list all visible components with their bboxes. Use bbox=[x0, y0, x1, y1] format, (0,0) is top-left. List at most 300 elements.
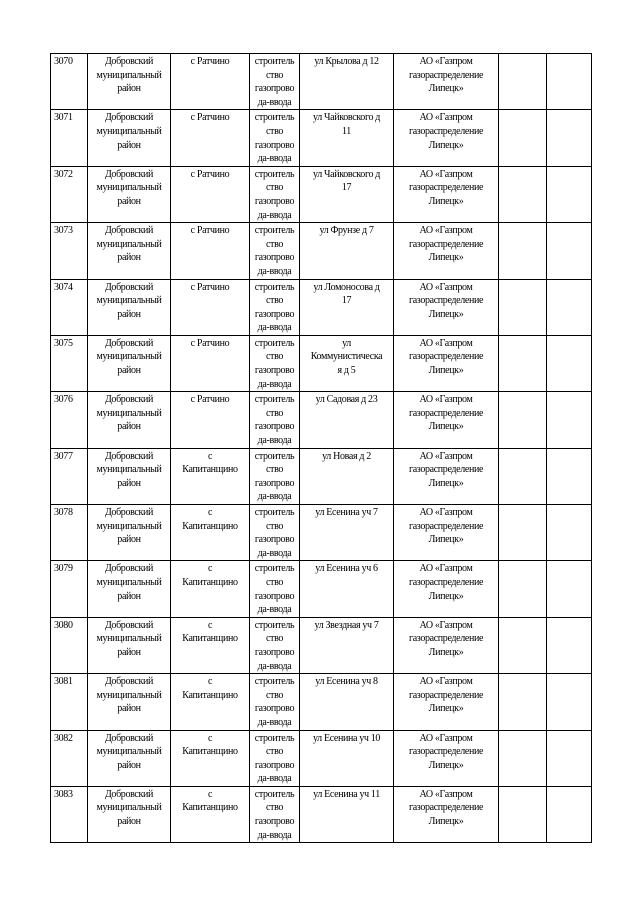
district-line: муниципальный bbox=[96, 407, 162, 419]
locality-cell bbox=[171, 392, 250, 448]
organization-line: газораспределение bbox=[408, 182, 484, 194]
work-type-cell bbox=[250, 674, 300, 730]
row-number-cell bbox=[51, 110, 88, 166]
district-line: Добровский bbox=[104, 563, 154, 575]
district-cell bbox=[88, 223, 171, 279]
locality-cell bbox=[171, 674, 250, 730]
organization-line: АО «Газпром bbox=[419, 337, 473, 349]
work-type-line: да-ввода bbox=[257, 547, 292, 559]
organization-cell bbox=[394, 335, 499, 391]
organization-cell bbox=[394, 54, 499, 110]
work-type-line: да-ввода bbox=[257, 716, 292, 728]
work-type-line: строитель bbox=[254, 450, 295, 462]
work-type-line: газопрово bbox=[254, 83, 295, 95]
address-line: ул Ломоносова д bbox=[313, 281, 380, 293]
district-line: Добровский bbox=[104, 788, 154, 800]
district-cell bbox=[88, 786, 171, 842]
work-type-line: да-ввода bbox=[257, 660, 292, 672]
district-line: муниципальный bbox=[96, 351, 162, 363]
organization-line: АО «Газпром bbox=[419, 168, 473, 180]
organization-line: газораспределение bbox=[408, 238, 484, 250]
address-cell bbox=[300, 505, 394, 561]
work-type-line: да-ввода bbox=[257, 378, 292, 390]
work-type-cell bbox=[250, 54, 300, 110]
work-type-cell bbox=[250, 110, 300, 166]
locality-line: с Ратчино bbox=[190, 56, 230, 67]
work-type-cell bbox=[250, 561, 300, 617]
table-row bbox=[51, 617, 592, 673]
district-line: муниципальный bbox=[96, 520, 162, 532]
organization-line: Липецк» bbox=[428, 534, 464, 546]
work-type-line: газопрово bbox=[254, 477, 295, 489]
organization-line: АО «Газпром bbox=[419, 563, 473, 575]
organization-line: газораспределение bbox=[408, 407, 484, 419]
district-line: район bbox=[117, 646, 141, 658]
locality-cell bbox=[171, 730, 250, 786]
table-row bbox=[51, 448, 592, 504]
table-row bbox=[51, 335, 592, 391]
work-type-line: да-ввода bbox=[257, 435, 292, 447]
address-cell bbox=[300, 54, 394, 110]
row-number-cell bbox=[51, 166, 88, 222]
locality-cell bbox=[171, 617, 250, 673]
work-type-line: да-ввода bbox=[257, 773, 292, 785]
district-line: Добровский bbox=[104, 619, 154, 631]
work-type-line: ство bbox=[265, 520, 284, 532]
locality-line: с bbox=[207, 563, 213, 575]
address-line: ул Есенина уч 10 bbox=[312, 732, 381, 744]
organization-line: газораспределение bbox=[408, 351, 484, 363]
district-line: район bbox=[117, 534, 141, 546]
row-number-text: 3075 bbox=[54, 337, 73, 349]
organization-line: АО «Газпром bbox=[419, 507, 473, 518]
table-row bbox=[51, 561, 592, 617]
district-line: муниципальный bbox=[96, 69, 162, 81]
work-type-line: да-ввода bbox=[257, 96, 292, 108]
work-type-line: ство bbox=[265, 689, 284, 701]
work-type-line: газопрово bbox=[254, 365, 295, 377]
district-line: муниципальный bbox=[96, 464, 162, 476]
organization-line: Липецк» bbox=[428, 646, 464, 658]
district-line: район bbox=[117, 83, 141, 95]
work-type-cell bbox=[250, 166, 300, 222]
organization-line: Липецк» bbox=[428, 252, 464, 264]
organization-line: АО «Газпром bbox=[419, 281, 473, 293]
locality-line: Капитанщино bbox=[182, 802, 238, 814]
table-row bbox=[51, 223, 592, 279]
locality-cell bbox=[171, 223, 250, 279]
work-type-cell bbox=[250, 448, 300, 504]
address-line: ул Чайковского д bbox=[313, 168, 380, 180]
organization-line: газораспределение bbox=[408, 689, 484, 701]
work-type-line: строитель bbox=[254, 676, 295, 688]
row-number-cell bbox=[51, 505, 88, 561]
work-type-line: газопрово bbox=[254, 646, 295, 658]
locality-line: Капитанщино bbox=[182, 689, 238, 701]
district-cell bbox=[88, 730, 171, 786]
empty-cell bbox=[499, 335, 547, 391]
work-type-line: ство bbox=[265, 295, 284, 307]
district-line: район bbox=[117, 477, 141, 489]
table-row bbox=[51, 54, 592, 110]
work-type-line: ство bbox=[265, 407, 284, 419]
work-type-line: строитель bbox=[254, 112, 295, 124]
organization-cell bbox=[394, 786, 499, 842]
empty-cell bbox=[547, 166, 592, 222]
organization-cell bbox=[394, 110, 499, 166]
district-cell bbox=[88, 166, 171, 222]
row-number-cell bbox=[51, 335, 88, 391]
address-cell bbox=[300, 279, 394, 335]
work-type-line: ство bbox=[265, 802, 284, 814]
district-line: район bbox=[117, 421, 141, 433]
work-type-line: газопрово bbox=[254, 816, 295, 828]
address-line: ул Есенина уч 7 bbox=[315, 507, 378, 518]
work-type-line: строитель bbox=[254, 732, 295, 744]
organization-cell bbox=[394, 279, 499, 335]
district-line: район bbox=[117, 703, 141, 715]
district-line: район bbox=[117, 139, 141, 151]
locality-line: с bbox=[207, 676, 213, 688]
district-line: муниципальный bbox=[96, 633, 162, 645]
address-cell bbox=[300, 730, 394, 786]
district-line: Добровский bbox=[104, 56, 154, 67]
row-number-cell bbox=[51, 561, 88, 617]
district-cell bbox=[88, 279, 171, 335]
district-line: Добровский bbox=[104, 281, 154, 293]
locality-line: с bbox=[207, 619, 213, 631]
registry-table bbox=[50, 53, 592, 843]
row-number-cell bbox=[51, 448, 88, 504]
address-cell bbox=[300, 448, 394, 504]
district-line: муниципальный bbox=[96, 238, 162, 250]
organization-line: газораспределение bbox=[408, 520, 484, 532]
address-line: ул Крылова д 12 bbox=[314, 56, 379, 67]
district-line: Добровский bbox=[104, 394, 154, 406]
organization-line: газораспределение bbox=[408, 295, 484, 307]
organization-cell bbox=[394, 561, 499, 617]
locality-line: Капитанщино bbox=[182, 633, 238, 645]
organization-cell bbox=[394, 730, 499, 786]
address-cell bbox=[300, 786, 394, 842]
work-type-cell bbox=[250, 223, 300, 279]
district-cell bbox=[88, 54, 171, 110]
address-cell bbox=[300, 617, 394, 673]
organization-line: Липецк» bbox=[428, 816, 464, 828]
work-type-line: газопрово bbox=[254, 534, 295, 546]
row-number-cell bbox=[51, 617, 88, 673]
district-line: муниципальный bbox=[96, 182, 162, 194]
locality-cell bbox=[171, 279, 250, 335]
empty-cell bbox=[547, 505, 592, 561]
work-type-line: да-ввода bbox=[257, 265, 292, 277]
locality-line: с bbox=[207, 450, 213, 462]
district-line: Добровский bbox=[104, 337, 154, 349]
address-line: ул bbox=[342, 337, 351, 349]
empty-cell bbox=[499, 505, 547, 561]
district-line: район bbox=[117, 365, 141, 377]
work-type-line: строитель bbox=[254, 788, 295, 800]
district-line: Добровский bbox=[104, 225, 154, 237]
organization-line: Липецк» bbox=[428, 590, 464, 602]
organization-line: АО «Газпром bbox=[419, 788, 473, 800]
work-type-line: строитель bbox=[254, 281, 295, 293]
table-row bbox=[51, 730, 592, 786]
work-type-line: строитель bbox=[254, 507, 295, 518]
district-line: район bbox=[117, 195, 141, 207]
empty-cell bbox=[499, 786, 547, 842]
work-type-line: да-ввода bbox=[257, 829, 292, 841]
work-type-cell bbox=[250, 392, 300, 448]
work-type-line: строитель bbox=[254, 563, 295, 575]
work-type-line: ство bbox=[265, 746, 284, 758]
district-cell bbox=[88, 561, 171, 617]
empty-cell bbox=[547, 730, 592, 786]
locality-line: Капитанщино bbox=[182, 520, 238, 532]
locality-line: с Ратчино bbox=[190, 225, 230, 237]
organization-line: АО «Газпром bbox=[419, 732, 473, 744]
row-number-text: 3080 bbox=[54, 619, 73, 631]
empty-cell bbox=[547, 223, 592, 279]
organization-line: АО «Газпром bbox=[419, 676, 473, 688]
district-line: Добровский bbox=[104, 450, 154, 462]
work-type-line: газопрово bbox=[254, 308, 295, 320]
work-type-line: строитель bbox=[254, 394, 295, 406]
empty-cell bbox=[499, 279, 547, 335]
address-line: 11 bbox=[342, 125, 351, 137]
empty-cell bbox=[499, 448, 547, 504]
row-number-text: 3081 bbox=[54, 676, 73, 688]
district-line: муниципальный bbox=[96, 689, 162, 701]
address-line: Коммунистическа bbox=[310, 351, 383, 363]
organization-cell bbox=[394, 674, 499, 730]
organization-cell bbox=[394, 505, 499, 561]
organization-line: АО «Газпром bbox=[419, 225, 473, 237]
organization-line: газораспределение bbox=[408, 746, 484, 758]
work-type-line: да-ввода bbox=[257, 604, 292, 616]
district-line: район bbox=[117, 816, 141, 828]
row-number-cell bbox=[51, 279, 88, 335]
locality-line: с bbox=[207, 788, 213, 800]
empty-cell bbox=[499, 54, 547, 110]
work-type-cell bbox=[250, 786, 300, 842]
district-line: Добровский bbox=[104, 676, 154, 688]
locality-cell bbox=[171, 54, 250, 110]
organization-line: Липецк» bbox=[428, 83, 464, 95]
organization-line: Липецк» bbox=[428, 759, 464, 771]
work-type-line: ство bbox=[265, 69, 284, 81]
empty-cell bbox=[499, 223, 547, 279]
row-number-text: 3079 bbox=[54, 563, 73, 575]
table-row bbox=[51, 505, 592, 561]
organization-line: газораспределение bbox=[408, 576, 484, 588]
work-type-line: да-ввода bbox=[257, 322, 292, 334]
work-type-line: ство bbox=[265, 238, 284, 250]
empty-cell bbox=[547, 54, 592, 110]
row-number-text: 3071 bbox=[54, 112, 73, 124]
locality-line: с bbox=[207, 732, 213, 744]
work-type-line: газопрово bbox=[254, 195, 295, 207]
locality-cell bbox=[171, 505, 250, 561]
district-cell bbox=[88, 617, 171, 673]
organization-line: Липецк» bbox=[428, 308, 464, 320]
locality-line: с Ратчино bbox=[190, 281, 230, 293]
organization-line: Липецк» bbox=[428, 421, 464, 433]
work-type-line: строитель bbox=[254, 619, 295, 631]
address-line: ул Есенина уч 11 bbox=[313, 788, 380, 800]
district-line: район bbox=[117, 308, 141, 320]
address-line: ул Чайковского д bbox=[313, 112, 380, 124]
district-line: Добровский bbox=[104, 168, 154, 180]
work-type-line: газопрово bbox=[254, 759, 295, 771]
district-line: район bbox=[117, 759, 141, 771]
address-line: ул Есенина уч 8 bbox=[315, 676, 378, 688]
organization-line: АО «Газпром bbox=[419, 56, 473, 67]
empty-cell bbox=[547, 279, 592, 335]
empty-cell bbox=[547, 392, 592, 448]
locality-line: с Ратчино bbox=[190, 112, 230, 124]
organization-line: газораспределение bbox=[408, 633, 484, 645]
address-cell bbox=[300, 392, 394, 448]
district-cell bbox=[88, 505, 171, 561]
work-type-line: ство bbox=[265, 633, 284, 645]
locality-line: Капитанщино bbox=[182, 576, 238, 588]
district-line: муниципальный bbox=[96, 746, 162, 758]
locality-line: с bbox=[207, 507, 213, 518]
district-cell bbox=[88, 335, 171, 391]
locality-line: Капитанщино bbox=[182, 464, 238, 476]
work-type-line: строитель bbox=[254, 225, 295, 237]
locality-line: Капитанщино bbox=[182, 746, 238, 758]
organization-cell bbox=[394, 223, 499, 279]
locality-cell bbox=[171, 561, 250, 617]
empty-cell bbox=[547, 786, 592, 842]
district-cell bbox=[88, 110, 171, 166]
empty-cell bbox=[547, 561, 592, 617]
empty-cell bbox=[499, 110, 547, 166]
empty-cell bbox=[547, 674, 592, 730]
locality-cell bbox=[171, 166, 250, 222]
registry-table-body bbox=[51, 54, 592, 843]
locality-line: с Ратчино bbox=[190, 394, 230, 406]
organization-line: АО «Газпром bbox=[419, 450, 473, 462]
row-number-text: 3077 bbox=[54, 450, 73, 462]
organization-line: АО «Газпром bbox=[419, 394, 473, 406]
row-number-cell bbox=[51, 730, 88, 786]
row-number-text: 3070 bbox=[54, 56, 73, 67]
district-line: район bbox=[117, 590, 141, 602]
district-line: муниципальный bbox=[96, 802, 162, 814]
address-cell bbox=[300, 335, 394, 391]
organization-line: АО «Газпром bbox=[419, 619, 473, 631]
row-number-cell bbox=[51, 786, 88, 842]
address-line: ул Звездная уч 7 bbox=[314, 619, 379, 631]
row-number-text: 3074 bbox=[54, 281, 73, 293]
locality-cell bbox=[171, 786, 250, 842]
row-number-text: 3078 bbox=[54, 507, 73, 518]
locality-line: с Ратчино bbox=[190, 337, 230, 349]
empty-cell bbox=[499, 730, 547, 786]
organization-line: газораспределение bbox=[408, 464, 484, 476]
work-type-line: газопрово bbox=[254, 590, 295, 602]
district-cell bbox=[88, 674, 171, 730]
row-number-text: 3076 bbox=[54, 394, 73, 406]
organization-line: газораспределение bbox=[408, 125, 484, 137]
organization-line: Липецк» bbox=[428, 477, 464, 489]
district-line: муниципальный bbox=[96, 125, 162, 137]
address-line: 17 bbox=[341, 182, 352, 194]
table-row bbox=[51, 279, 592, 335]
address-cell bbox=[300, 674, 394, 730]
district-line: Добровский bbox=[104, 112, 154, 124]
work-type-cell bbox=[250, 335, 300, 391]
work-type-line: ство bbox=[265, 182, 284, 194]
table-row bbox=[51, 110, 592, 166]
table-row bbox=[51, 392, 592, 448]
organization-line: АО «Газпром bbox=[419, 112, 473, 124]
address-cell bbox=[300, 223, 394, 279]
empty-cell bbox=[499, 166, 547, 222]
locality-cell bbox=[171, 448, 250, 504]
empty-cell bbox=[499, 561, 547, 617]
locality-cell bbox=[171, 335, 250, 391]
address-line: 17 bbox=[341, 295, 352, 307]
table-row bbox=[51, 786, 592, 842]
organization-line: Липецк» bbox=[428, 195, 464, 207]
empty-cell bbox=[499, 674, 547, 730]
empty-cell bbox=[499, 617, 547, 673]
empty-cell bbox=[547, 110, 592, 166]
organization-line: газораспределение bbox=[408, 69, 484, 81]
district-line: Добровский bbox=[104, 507, 154, 518]
district-line: Добровский bbox=[104, 732, 154, 744]
address-cell bbox=[300, 166, 394, 222]
work-type-cell bbox=[250, 505, 300, 561]
row-number-cell bbox=[51, 223, 88, 279]
empty-cell bbox=[547, 448, 592, 504]
address-cell bbox=[300, 561, 394, 617]
work-type-cell bbox=[250, 617, 300, 673]
organization-cell bbox=[394, 617, 499, 673]
locality-line: с Ратчино bbox=[190, 168, 230, 180]
table-row bbox=[51, 166, 592, 222]
address-line: ул Есенина уч 6 bbox=[315, 563, 378, 575]
organization-cell bbox=[394, 392, 499, 448]
organization-line: Липецк» bbox=[428, 703, 464, 715]
row-number-cell bbox=[51, 392, 88, 448]
row-number-cell bbox=[51, 54, 88, 110]
address-line: я д 5 bbox=[337, 365, 356, 377]
work-type-line: ство bbox=[265, 576, 284, 588]
work-type-line: строитель bbox=[254, 337, 295, 349]
district-cell bbox=[88, 448, 171, 504]
work-type-line: газопрово bbox=[254, 421, 295, 433]
district-line: муниципальный bbox=[96, 295, 162, 307]
empty-cell bbox=[499, 392, 547, 448]
organization-cell bbox=[394, 166, 499, 222]
address-line: ул Новая д 2 bbox=[322, 450, 371, 462]
row-number-cell bbox=[51, 674, 88, 730]
organization-line: Липецк» bbox=[428, 139, 464, 151]
work-type-line: газопрово bbox=[254, 703, 295, 715]
work-type-line: газопрово bbox=[254, 252, 295, 264]
work-type-line: ство bbox=[265, 125, 284, 137]
work-type-line: да-ввода bbox=[257, 153, 292, 165]
locality-cell bbox=[171, 110, 250, 166]
address-cell bbox=[300, 110, 394, 166]
work-type-cell bbox=[250, 730, 300, 786]
work-type-line: строитель bbox=[254, 168, 295, 180]
